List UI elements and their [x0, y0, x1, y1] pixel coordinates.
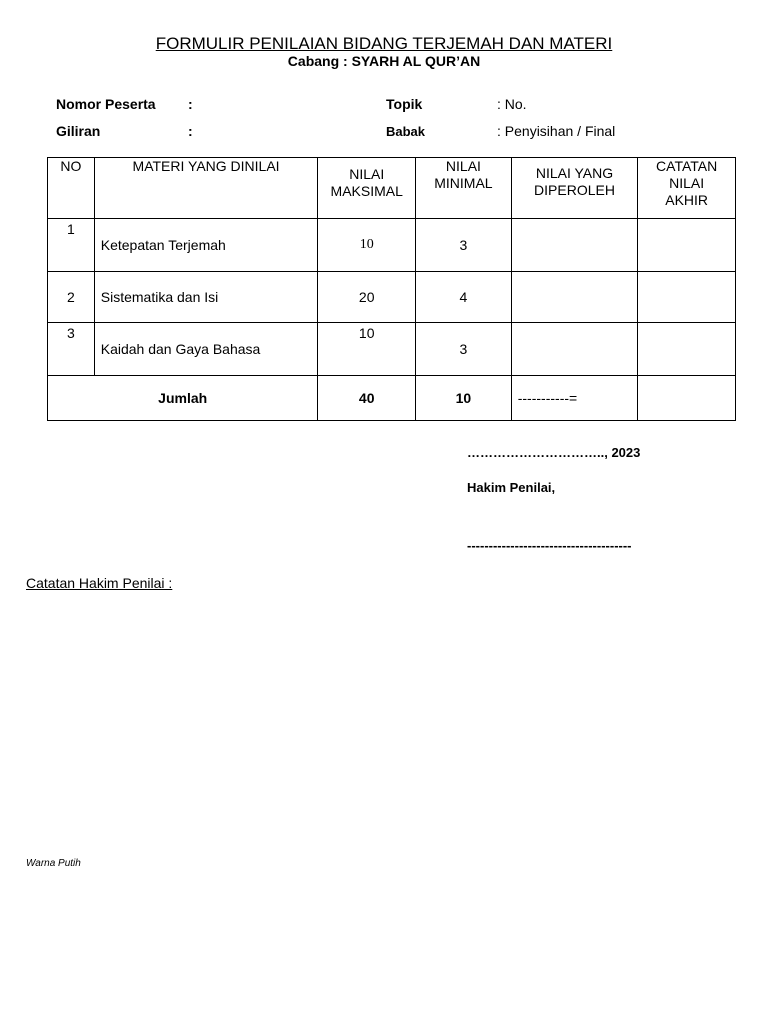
row-max: 20 — [318, 272, 416, 323]
table-row — [48, 323, 736, 376]
row-materi: Sistematika dan Isi — [94, 272, 318, 323]
header-catatan-nilai-akhir: CATATAN NILAI AKHIR — [638, 158, 736, 219]
giliran-colon: : — [188, 123, 193, 139]
form-title: FORMULIR PENILAIAN BIDANG TERJEMAH DAN MATERI — [155, 34, 613, 53]
babak-label: Babak — [386, 124, 426, 139]
table-header-row — [48, 158, 736, 219]
notes-title: Catatan Hakim Penilai : — [26, 575, 173, 591]
row-catatan-field[interactable] — [638, 219, 736, 272]
form-subtitle: Cabang : SYARH AL QUR’AN — [287, 53, 481, 69]
row-max: 10 — [318, 219, 416, 272]
table-row — [48, 272, 736, 323]
row-no: 3 — [48, 323, 95, 376]
row-max: 10 — [318, 323, 416, 376]
topik-value: : No. — [497, 96, 527, 112]
notes-area[interactable] — [26, 600, 742, 840]
topik-label: Topik — [386, 96, 423, 112]
total-min: 10 — [416, 376, 512, 421]
giliran-label: Giliran — [56, 123, 101, 139]
header-materi: MATERI YANG DINILAI — [94, 158, 318, 219]
total-diperoleh[interactable]: -----------= — [511, 376, 638, 421]
row-catatan-field[interactable] — [638, 323, 736, 376]
babak-value: : Penyisihan / Final — [497, 123, 616, 139]
total-label: Jumlah — [48, 376, 318, 421]
table-row — [48, 219, 736, 272]
judge-label: Hakim Penilai, — [467, 480, 556, 495]
total-row — [48, 376, 736, 421]
header-nilai-minimal: NILAI MINIMAL — [416, 158, 512, 219]
header-no: NO — [48, 158, 95, 219]
row-min: 4 — [416, 272, 512, 323]
row-min: 3 — [416, 219, 512, 272]
total-max: 40 — [318, 376, 416, 421]
row-min: 3 — [416, 323, 512, 376]
date-line: ………………………….., 2023 — [467, 445, 641, 460]
nomor-peserta-colon: : — [188, 96, 193, 112]
row-materi: Kaidah dan Gaya Bahasa — [94, 323, 318, 376]
nomor-peserta-label: Nomor Peserta — [56, 96, 156, 112]
row-diperoleh-field[interactable] — [511, 323, 638, 376]
signature-line: -------------------------------------- — [467, 538, 632, 553]
row-diperoleh-field[interactable] — [511, 272, 638, 323]
row-no: 2 — [48, 272, 95, 323]
total-catatan-field[interactable] — [638, 376, 736, 421]
row-no: 1 — [48, 219, 95, 272]
row-catatan-field[interactable] — [638, 272, 736, 323]
row-diperoleh-field[interactable] — [511, 219, 638, 272]
header-nilai-diperoleh: NILAI YANG DIPEROLEH — [511, 158, 638, 219]
footer-color-note: Warna Putih — [26, 858, 81, 869]
row-materi: Ketepatan Terjemah — [94, 219, 318, 272]
score-table — [47, 157, 736, 421]
header-nilai-maksimal: NILAI MAKSIMAL — [318, 158, 416, 219]
